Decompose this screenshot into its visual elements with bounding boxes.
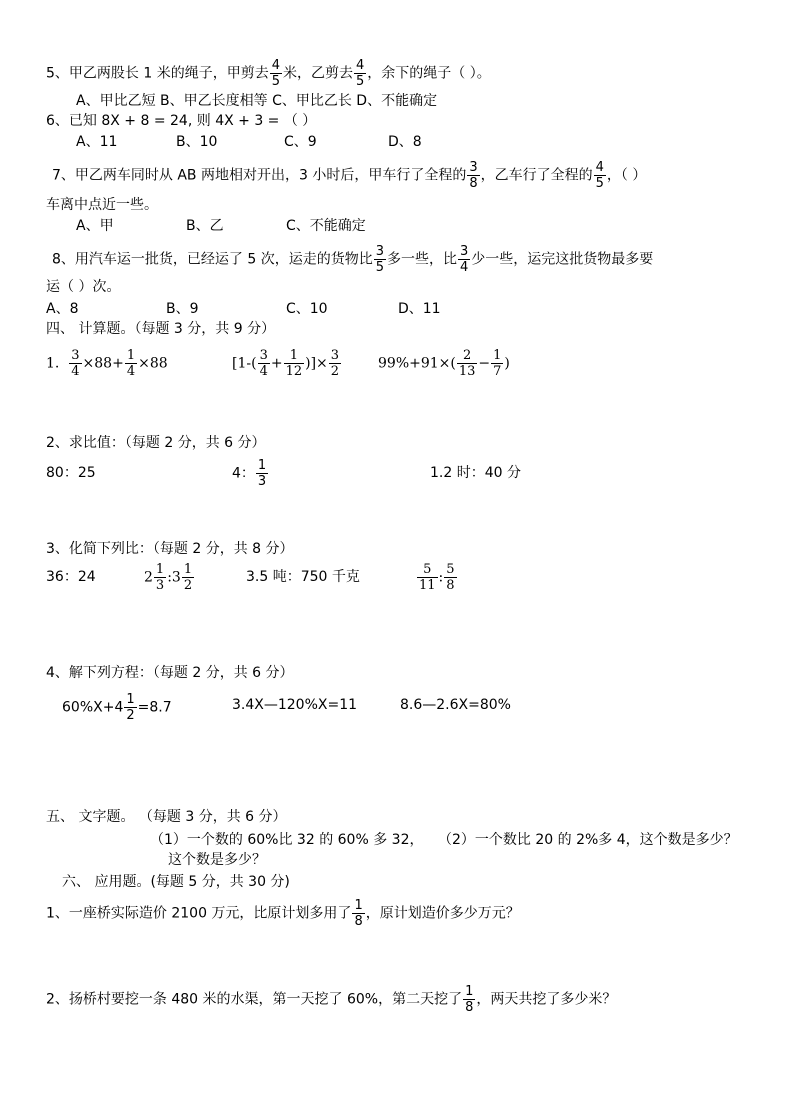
calc-3: 99%+91×( $\frac{2}{13}$ − $\frac{1}{7}$ ) [378, 348, 510, 379]
question-7-option-a: A、甲 [76, 218, 114, 234]
ratio-3: 1.2 时：40 分 [430, 465, 521, 481]
word-problem-1-continued: 这个数是多少？ [168, 852, 266, 868]
question-8-option-d: D、11 [398, 301, 441, 317]
fraction: $\frac{5}{8}$ [446, 562, 455, 593]
question-7-option-c: C、不能确定 [286, 218, 366, 234]
fraction: $\frac{4}{5}$ [356, 58, 365, 89]
calc-2: [1-( $\frac{3}{4}$ + $\frac{1}{12}$ )]× $\frac{3}{2}$ [232, 348, 340, 379]
simplify-3: 3.5 吨：750 千克 [246, 569, 360, 585]
question-8-option-a: A、8 [46, 301, 79, 317]
question-6-stem: 6、已知 8X + 8 = 24, 则 4X + 3 = （ ） [46, 113, 317, 129]
section-4-3-title: 3、化简下列比：（每题 2 分，共 8 分） [46, 541, 294, 557]
question-6-option-d: D、8 [388, 134, 422, 150]
fraction: $\frac{1}{2}$ [126, 692, 135, 723]
question-6-option-b: B、10 [176, 134, 218, 150]
fraction: $\frac{1}{3}$ [155, 562, 165, 593]
simplify-1: 36：24 [46, 569, 96, 585]
question-8-stem: 8、用汽车运一批货，已经运了 5 次，运走的货物比 $\frac{3}{5}$ 多一些，比 $\frac{3}{4}$ 少一些，运完这批货物最多要 [52, 244, 654, 275]
fraction: $\frac{1}{4}$ [126, 348, 136, 379]
section-4-title: 四、 计算题。（每题 3 分，共 9 分） [46, 321, 276, 337]
word-problem-1: （1）一个数的 60%比 32 的 60% 多 32， [150, 832, 424, 848]
fraction: $\frac{5}{11}$ [419, 562, 436, 593]
question-8-option-c: C、10 [286, 301, 328, 317]
fraction: $\frac{1}{8}$ [354, 898, 363, 929]
question-8-stem-continued: 运（ ）次。 [46, 279, 121, 295]
question-6-option-c: C、9 [284, 134, 317, 150]
section-4-4-title: 4、解下列方程：（每题 2 分，共 6 分） [46, 665, 294, 681]
question-5-stem: 5、甲乙两股长 1 米的绳子，甲剪去 $\frac{4}{5}$ 米，乙剪去 $\frac{4}{5}$ ，余下的绳子（ ）。 [46, 58, 491, 89]
fraction: $\frac{1}{3}$ [257, 458, 267, 489]
section-6-title: 六、 应用题。(每题 5 分，共 30 分) [62, 874, 290, 890]
fraction: $\frac{3}{4}$ [259, 348, 268, 379]
fraction: $\frac{4}{5}$ [271, 58, 280, 89]
fraction: $\frac{1}{12}$ [285, 348, 303, 379]
application-problem-1: 1、一座桥实际造价 2100 万元，比原计划多用了 $\frac{1}{8}$ ，原计划造价多少万元？ [46, 898, 520, 929]
fraction: $\frac{1}{2}$ [183, 562, 193, 593]
fraction: $\frac{3}{4}$ [71, 348, 80, 379]
question-5-options: A、甲比乙短 B、甲乙长度相等 C、甲比乙长 D、不能确定 [76, 93, 438, 109]
fraction: $\frac{3}{5}$ [375, 244, 384, 275]
fraction: $\frac{1}{8}$ [465, 984, 474, 1015]
equation-3: 8.6—2.6X=80% [400, 697, 511, 713]
ratio-1: 80：25 [46, 465, 96, 481]
simplify-2: 2 $\frac{1}{3}$ :3 $\frac{1}{2}$ [144, 562, 193, 593]
section-5-title: 五、 文字题。 （每题 3 分，共 6 分） [46, 809, 287, 825]
question-6-option-a: A、11 [76, 134, 118, 150]
fraction: $\frac{2}{13}$ [458, 348, 476, 379]
ratio-2: 4： $\frac{1}{3}$ [232, 458, 267, 489]
fraction: $\frac{3}{2}$ [330, 348, 340, 379]
fraction: $\frac{4}{5}$ [595, 160, 604, 191]
question-8-option-b: B、9 [166, 301, 199, 317]
fraction: $\frac{3}{8}$ [469, 160, 478, 191]
fraction: $\frac{1}{7}$ [493, 348, 502, 379]
equation-2: 3.4X—120%X=11 [232, 697, 358, 713]
fraction: $\frac{3}{4}$ [460, 244, 469, 275]
equation-1: 60%X+4 $\frac{1}{2}$ =8.7 [62, 692, 172, 723]
word-problem-2: （2）一个数比 20 的 2%多 4，这个数是多少？ [438, 832, 738, 848]
question-7-option-b: B、乙 [186, 218, 224, 234]
simplify-4: $\frac{5}{11}$ : $\frac{5}{8}$ [419, 562, 455, 593]
application-problem-2: 2、扬桥村要挖一条 480 米的水渠，第一天挖了 60%，第二天挖了 $\frac{1}{8}$ ，两天共挖了多少米？ [46, 984, 617, 1015]
question-7-stem-continued: 车离中点近一些。 [46, 197, 158, 213]
calc-1: 1. $\frac{3}{4}$ ×88+ $\frac{1}{4}$ ×88 [46, 348, 168, 379]
section-4-2-title: 2、求比值：（每题 2 分，共 6 分） [46, 435, 266, 451]
question-7-stem: 7、甲乙两车同时从 AB 两地相对开出，3 小时后，甲车行了全程的 $\frac{3}{8}$ ，乙车行了全程的 $\frac{4}{5}$ ，（ ） [52, 160, 647, 191]
